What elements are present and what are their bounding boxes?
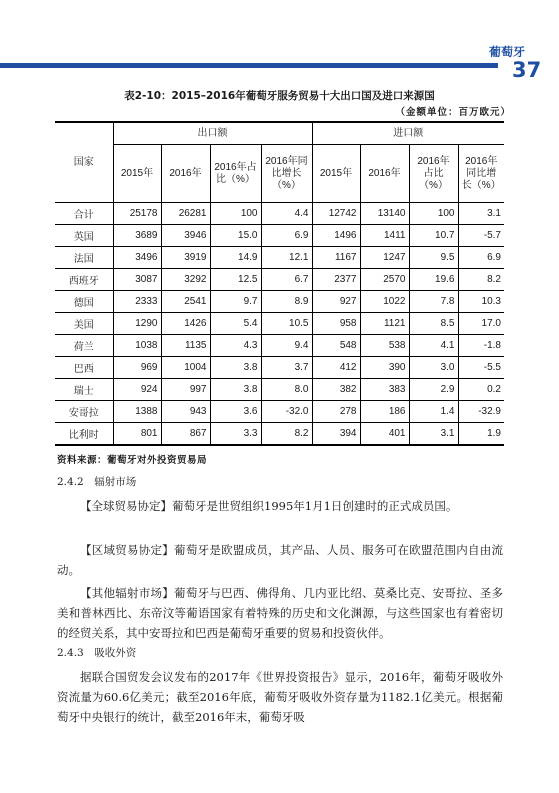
table-cell: 12742 — [312, 203, 360, 225]
header-import: 进口额 — [312, 122, 504, 145]
paragraph-global-trade: 【全球贸易协定】葡萄牙是世贸组织1995年1月1日创建时的正式成员国。 — [80, 499, 458, 513]
subheader: 2016年 — [360, 145, 409, 203]
table-cell: 1290 — [113, 313, 161, 335]
row-country: 法国 — [55, 247, 113, 269]
table-row — [55, 379, 504, 401]
table-cell: 100 — [210, 203, 261, 225]
row-country: 瑞士 — [55, 379, 113, 401]
row-country: 合计 — [55, 203, 113, 225]
table-cell: 9.5 — [409, 247, 458, 269]
table-cell: 3.6 — [210, 401, 261, 423]
header-country: 国家 — [55, 122, 113, 203]
table-cell: 3689 — [113, 225, 161, 247]
table-cell: 10.7 — [409, 225, 458, 247]
table-cell: 801 — [113, 423, 161, 446]
subheader: 2015年 — [312, 145, 360, 203]
table-cell: 1121 — [360, 313, 409, 335]
paragraph-regional-trade: 【区域贸易协定】葡萄牙是欧盟成员，其产品、人员、服务可在欧盟范围内自由流动。 — [57, 543, 503, 577]
table-cell: 17.0 — [458, 313, 504, 335]
table-cell: 3496 — [113, 247, 161, 269]
table-row — [55, 269, 504, 291]
table-cell: 548 — [312, 335, 360, 357]
table-cell: -32.9 — [458, 401, 504, 423]
table-unit-note: （金额单位：百万欧元） — [395, 107, 511, 118]
table-cell: 382 — [312, 379, 360, 401]
table-cell: 12.5 — [210, 269, 261, 291]
table-cell: 5.4 — [210, 313, 261, 335]
table-cell: 3.1 — [458, 203, 504, 225]
table-cell: 4.1 — [409, 335, 458, 357]
table-cell: 1022 — [360, 291, 409, 313]
header-export: 出口额 — [113, 122, 312, 145]
row-country: 巴西 — [55, 357, 113, 379]
table-cell: 1247 — [360, 247, 409, 269]
subheader: 2016年占比（%） — [210, 145, 261, 203]
subheader: 2016年 — [161, 145, 210, 203]
table-cell: 1426 — [161, 313, 210, 335]
table-cell: 943 — [161, 401, 210, 423]
subheader: 2016年占比（%） — [409, 145, 458, 203]
table-cell: 10.5 — [261, 313, 312, 335]
table-row — [55, 313, 504, 335]
table-cell: 3292 — [161, 269, 210, 291]
table-cell: 969 — [113, 357, 161, 379]
table-cell: 538 — [360, 335, 409, 357]
table-cell: -5.5 — [458, 357, 504, 379]
table-cell: 26281 — [161, 203, 210, 225]
table-cell: 3946 — [161, 225, 210, 247]
section-heading-fdi: 2.4.3 吸收外资 — [57, 647, 137, 659]
table-cell: 2570 — [360, 269, 409, 291]
table-cell: 8.2 — [261, 423, 312, 446]
table-cell: 19.6 — [409, 269, 458, 291]
table-cell: 1135 — [161, 335, 210, 357]
table-cell: 12.1 — [261, 247, 312, 269]
table-cell: 9.7 — [210, 291, 261, 313]
table-cell: 3087 — [113, 269, 161, 291]
table-cell: 924 — [113, 379, 161, 401]
table-cell: 412 — [312, 357, 360, 379]
table-cell: 958 — [312, 313, 360, 335]
paragraph-other-markets: 【其他辐射市场】葡萄牙与巴西、佛得角、几内亚比绍、莫桑比克、安哥拉、圣多美和普林西比、东帝汶等葡语国家有着特殊的历史和文化渊源，与这些国家也有着密切的经贸关系，其中安哥拉和巴西是葡萄牙重要的贸易和投资伙伴。 — [57, 586, 503, 640]
table-cell: 4.4 — [261, 203, 312, 225]
subheader: 2016年同比增长（%） — [458, 145, 504, 203]
table-cell: 3.1 — [409, 423, 458, 446]
table-cell: 0.2 — [458, 379, 504, 401]
table-cell: 1167 — [312, 247, 360, 269]
table-cell: 383 — [360, 379, 409, 401]
table-cell: 394 — [312, 423, 360, 446]
row-country: 英国 — [55, 225, 113, 247]
table-row — [55, 291, 504, 313]
table-cell: 7.8 — [409, 291, 458, 313]
table-cell: 2333 — [113, 291, 161, 313]
table-cell: 25178 — [113, 203, 161, 225]
table-cell: 1004 — [161, 357, 210, 379]
table-cell: 8.9 — [261, 291, 312, 313]
table-cell: 278 — [312, 401, 360, 423]
table-cell: 4.3 — [210, 335, 261, 357]
table-cell: 927 — [312, 291, 360, 313]
section-heading-radiation: 2.4.2 辐射市场 — [57, 476, 137, 488]
table-cell: 8.2 — [458, 269, 504, 291]
table-cell: 3.8 — [210, 357, 261, 379]
table-cell: 186 — [360, 401, 409, 423]
table-cell: 867 — [161, 423, 210, 446]
table-cell: 1038 — [113, 335, 161, 357]
table-cell: 9.4 — [261, 335, 312, 357]
table-title: 表2-10：2015–2016年葡萄牙服务贸易十大出口国及进口来源国 — [124, 90, 435, 102]
table-cell: 1388 — [113, 401, 161, 423]
table-cell: 8.5 — [409, 313, 458, 335]
subheader: 2015年 — [113, 145, 161, 203]
table-row — [55, 247, 504, 269]
trade-table — [55, 121, 504, 446]
table-row — [55, 357, 504, 379]
table-cell: -5.7 — [458, 225, 504, 247]
table-cell: 3.3 — [210, 423, 261, 446]
table-cell: 3.8 — [210, 379, 261, 401]
table-cell: 14.9 — [210, 247, 261, 269]
row-country: 美国 — [55, 313, 113, 335]
table-row — [55, 423, 504, 446]
table-source: 资料来源：葡萄牙对外投资贸易局 — [57, 455, 208, 466]
table-cell: 401 — [360, 423, 409, 446]
table-cell: 6.9 — [261, 225, 312, 247]
table-cell: 390 — [360, 357, 409, 379]
table-cell: 6.7 — [261, 269, 312, 291]
table-cell: 8.0 — [261, 379, 312, 401]
table-row — [55, 335, 504, 357]
table-cell: 13140 — [360, 203, 409, 225]
table-cell: 2541 — [161, 291, 210, 313]
page-number: 37 — [512, 58, 542, 82]
table-cell: 1.9 — [458, 423, 504, 446]
table-cell: -32.0 — [261, 401, 312, 423]
row-country: 德国 — [55, 291, 113, 313]
row-country: 安哥拉 — [55, 401, 113, 423]
header-rule — [0, 63, 498, 68]
table-cell: 2.9 — [409, 379, 458, 401]
table-cell: 2377 — [312, 269, 360, 291]
table-cell: 6.9 — [458, 247, 504, 269]
table-body — [55, 203, 504, 446]
table-row — [55, 225, 504, 247]
table-row — [55, 401, 504, 423]
table-cell: 3919 — [161, 247, 210, 269]
row-country: 比利时 — [55, 423, 113, 446]
row-country: 西班牙 — [55, 269, 113, 291]
table-cell: 1411 — [360, 225, 409, 247]
table-cell: 100 — [409, 203, 458, 225]
paragraph-fdi: 据联合国贸发会议发布的2017年《世界投资报告》显示，2016年，葡萄牙吸收外资流量为60.6亿美元；截至2016年底，葡萄牙吸收外资存量为1182.1亿美元。根据葡萄牙中央银行的统计，截至2016年末，葡萄牙吸 — [57, 670, 503, 724]
table-cell: 1.4 — [409, 401, 458, 423]
subheader: 2016年同比增长（%） — [261, 145, 312, 203]
table-cell: 997 — [161, 379, 210, 401]
row-country: 荷兰 — [55, 335, 113, 357]
table-cell: 15.0 — [210, 225, 261, 247]
table-cell: 1496 — [312, 225, 360, 247]
table-row — [55, 203, 504, 225]
table-cell: 10.3 — [458, 291, 504, 313]
table-cell: 3.7 — [261, 357, 312, 379]
running-header-country: 葡萄牙 — [488, 45, 525, 59]
table-cell: 3.0 — [409, 357, 458, 379]
table-cell: -1.8 — [458, 335, 504, 357]
